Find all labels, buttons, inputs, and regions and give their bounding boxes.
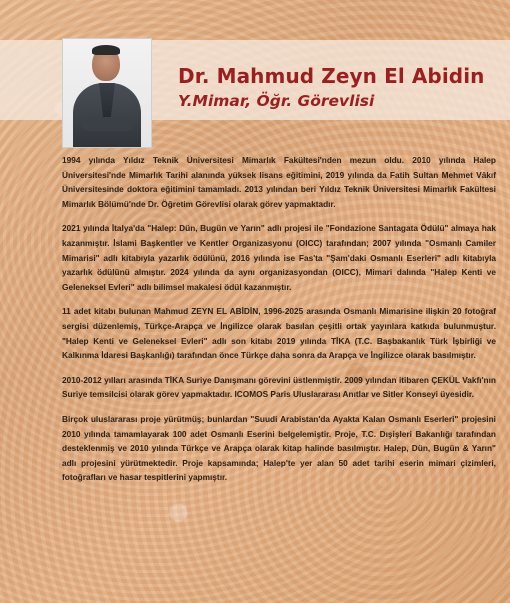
bio-paragraph-projects: Birçok uluslararası proje yürütmüş; bunlardan "Suudi Arabistan'da Ayakta Kalan Osmanlı Eserleri" projesini 2010 yılında tamamlayarak 100 adet Osmanlı Eserini belgelemiştir. Proje, T.C. Dışişleri Bakanlığı tarafından desteklenmiş ve 2010 yılında Türkçe ve Arapça olarak kitap halinde basılmıştır. Halep, Dün, Bugün & Yarın" adlı projesini yürütmektedir. Proje kapsamında; Halep'te yer alan 50 adet tarihi eserin mimari çizimleri, fotoğrafları ve hasar tespitlerini yapmıştır.	[62, 413, 496, 483]
person-name: Dr. Mahmud Zeyn El Abidin	[178, 64, 485, 88]
biography	[62, 153, 496, 495]
bio-paragraph-roles: 2010-2012 yılları arasında TİKA Suriye Danışmanı görevini üstlenmiştir. 2009 yılından itibaren ÇEKÜL Vakfı'nın Suriye temsilcisi olarak görev yapmaktadır. ICOMOS Paris Uluslararası Anıtlar ve Sitler Konseyi üyesidir.	[62, 374, 496, 400]
bio-paragraph-awards: 2021 yılında İtalya'da "Halep: Dün, Bugün ve Yarın" adlı projesi ile "Fondazione Santagata Ödülü" almaya hak kazanmıştır. İslami Başkentler ve Kentler Organizasyonu (OICC) tarafından; 2007 yılında "Osmanlı Camiler Mimarisi" adlı kitabıyla yazarlık ödülünü, 2016 yılında ise Fas'ta "Şam'daki Osmanlı Eserleri" adlı kitabıyla yazarlık ödülünü almıştır. 2024 yılında da aynı organizasyondan (OICC), Mimari dalında "Halep Kenti ve Geleneksel Evleri" adlı bilimsel makalesi ödül kazanmıştır.	[62, 223, 496, 292]
person-title: Y.Mimar, Öğr. Görevlisi	[178, 92, 375, 110]
profile-photo	[62, 38, 152, 148]
bio-paragraph-education: 1994 yılında Yıldız Teknik Üniversitesi Mimarlık Fakültesi'nden mezun oldu. 2010 yılında Halep Üniversitesi'nde Mimarlık Tarihi alanında yüksek lisans eğitimini, 2019 yılında da Fatih Sultan Mehmet Vâkıf Üniversitesinde doktora eğitimini tamamladı. 2013 yılından beri Yıldız Teknik Üniversitesi Mimarlık Fakültesi Mimarlık Bölümü'nde Dr. Öğretim Görevlisi olarak görev yapmaktadır.	[62, 155, 496, 209]
photo-arms	[81, 117, 133, 131]
bio-paragraph-books: 11 adet kitabı bulunan Mahmud ZEYN EL ABİDİN, 1996-2025 arasında Osmanlı Mimarisine ilişkin 20 fotoğraf sergisi düzenlemiş, Türkçe-Arapça ve İngilizce olarak basılan çeşitli ortak yayınlara katkıda bulunmuştur. "Halep Kenti ve Geleneksel Evleri" adlı son kitabı 2019 yılında TİKA (T.C. Başbakanlık Türk İşbirliği ve Kalkınma İdaresi Başkanlığı) tarafından önce Türkçe daha sonra da Arapça ve İngilizce olarak basılmıştır.	[62, 306, 496, 361]
photo-hair	[92, 45, 120, 55]
